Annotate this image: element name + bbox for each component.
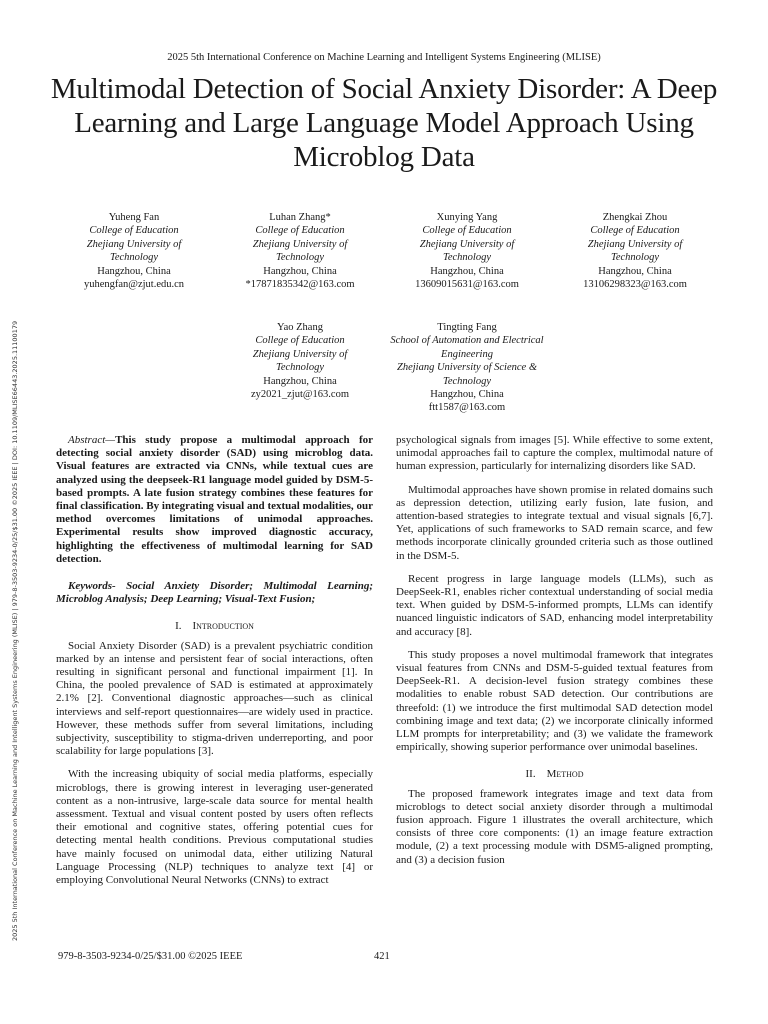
footer-isbn: 979-8-3503-9234-0/25/$31.00 ©2025 IEEE	[58, 951, 243, 962]
conference-header: 2025 5th International Conference on Machine Learning and Intelligent Systems Engineering (MLISE)	[167, 52, 601, 63]
abstract	[56, 434, 373, 566]
author-city: Hangzhou, China	[430, 389, 504, 401]
author-city: Hangzhou, China	[97, 265, 171, 277]
author-name: Tingting Fang	[437, 322, 497, 333]
paragraph: Recent progress in large language models (LLMs), such as DeepSeek-R1, enables richer contextual understanding of social media text. When guided by DSM-5-informed prompts, LLMs can identify nuanced linguistic indicators of SAD, enhancing model interpretability and accuracy [8].	[396, 572, 713, 638]
side-identifier: 2025 5th International Conference on Machine Learning and Intelligent Systems Engineering (MLISE) | 979-8-3503-9234-0/25/$31.00 ©2025 IEEE | DOI: 10.1109/MLISE66443.2025.11100179	[11, 320, 19, 941]
author-block	[385, 321, 549, 415]
paragraph: Multimodal approaches have shown promise in related domains such as depression detection, utilizing early fusion, late fusion, and attention-based strategies to integrate textual and visual signals [6,7]. Yet, applications of such frameworks to SAD remain scarce, and few methods incorporate clinically grounded criteria such as those outlined in the DSM-5.	[396, 483, 713, 562]
author-dept: College of Education	[89, 225, 179, 237]
paragraph: With the increasing ubiquity of social media platforms, especially microblogs, there is growing interest in leveraging user-generated content as a non-intrusive, large-scale data source for mental health assessment. Textual and visual content posted by users often reflects their emotional and cognitive states, offering potential cues for detecting mental health conditions. Previous computational studies have mainly focused on unimodal data, either utilizing Natural Language Processing (NLP) techniques to analyze text [4] or employing Convolutional Neural Networks (CNNs) to extract	[56, 768, 373, 887]
author-email: ftt1587@163.com	[428, 402, 506, 414]
author-email: 13106298323@163.com	[583, 279, 687, 291]
author-name: Yuheng Fan	[108, 212, 160, 223]
section-title: Introduction	[192, 620, 254, 633]
author-org: Zhejiang University of Technology	[419, 238, 515, 264]
author-city: Hangzhou, China	[598, 265, 672, 277]
author-block	[62, 211, 206, 291]
abstract-body: This study propose a multimodal approach for detecting social anxiety disorder (SAD) using microblog data. Visual features are extracted via CNNs, while textual cues are analyzed using the deepseek-R1 language model guided by DSM-5-based prompts. A late fusion strategy combines these features for final classification. By integrating visual and textual modalities, our method overcomes limitations of unimodal approaches. Experimental results show improved diagnostic accuracy, highlighting the effectiveness of multimodal learning for SAD detection.	[56, 434, 373, 565]
author-dept: College of Education	[255, 225, 345, 237]
page-number: 421	[374, 951, 390, 962]
author-email: 13609015631@163.com	[415, 279, 519, 291]
author-name: Xunying Yang	[436, 212, 498, 223]
author-block	[228, 211, 372, 291]
author-city: Hangzhou, China	[430, 265, 504, 277]
author-dept: College of Education	[255, 335, 345, 347]
author-block	[228, 321, 372, 401]
author-org: Zhejiang University of Technology	[86, 238, 182, 264]
section-number: I.	[175, 620, 182, 633]
author-email: *17871835342@163.com	[245, 279, 355, 291]
section-heading-method	[396, 768, 713, 781]
author-city: Hangzhou, China	[263, 265, 337, 277]
author-dept: College of Education	[590, 225, 680, 237]
right-column	[396, 434, 713, 867]
author-email: zy2021_zjut@163.com	[250, 389, 350, 401]
paragraph: The proposed framework integrates image and text data from microblogs to detect social anxiety disorder through a multimodal fusion approach. Figure 1 illustrates the overall architecture, which consists of three core components: (1) an image feature extraction module, (2) a text processing module with DSM5-aligned prompting, and (3) a decision fusion	[396, 787, 713, 866]
author-email: yuhengfan@zjut.edu.cn	[83, 279, 185, 291]
section-number: II.	[525, 768, 536, 781]
author-block	[395, 211, 539, 291]
author-org: Zhejiang University of Technology	[252, 348, 348, 374]
author-org: Zhejiang University of Technology	[587, 238, 683, 264]
paragraph: Social Anxiety Disorder (SAD) is a prevalent psychiatric condition marked by an intense and persistent fear of social interactions, often resulting in significant personal and functional impairment [1]. In China, the pooled prevalence of SAD is estimated at approximately 2.1% [2]. Conventional diagnostic approaches—such as clinical interviews and self-report questionnaires—are widely used in practice. However, these methods suffer from several limitations, including subjectivity, susceptibility to stigma-driven underreporting, and poor scalability for large populations [3].	[56, 639, 373, 758]
author-city: Hangzhou, China	[263, 375, 337, 387]
author-name: Luhan Zhang*	[269, 212, 331, 223]
author-block	[563, 211, 707, 291]
author-dept: College of Education	[422, 225, 512, 237]
section-title: Method	[546, 768, 584, 781]
section-heading-introduction	[56, 620, 373, 633]
author-name: Yao Zhang	[277, 322, 323, 333]
author-org: Zhejiang University of Science & Technology	[397, 362, 537, 387]
paragraph: This study proposes a novel multimodal framework that integrates visual features from CNNs and DSM-5-guided textual features from DeepSeek-R1. A decision-level fusion strategy combines these modalities to enable robust SAD detection. Our contributions are threefold: (1) we introduce the first multimodal SAD detection model combining image and text data; (2) we incorporate clinically informed LLM prompts for interpretability; and (3) we validate the framework empirically, showing superior performance over unimodal baselines.	[396, 648, 713, 754]
keywords: Keywords- Social Anxiety Disorder; Multimodal Learning; Microblog Analysis; Deep Learning; Visual-Text Fusion;	[56, 580, 373, 606]
author-org: Zhejiang University of Technology	[252, 238, 348, 264]
author-dept: School of Automation and Electrical Engineering	[390, 335, 544, 360]
abstract-lead: Abstract—	[68, 434, 116, 446]
paper-title: Multimodal Detection of Social Anxiety Disorder: A Deep Learning and Large Language Model Approach Using Microblog Data	[50, 73, 718, 173]
left-column	[56, 434, 373, 887]
paragraph: psychological signals from images [5]. While effective to some extent, unimodal approaches fail to capture the complex, multimodal nature of human expression, particularly for internalizing disorders like SAD.	[396, 434, 713, 473]
author-name: Zhengkai Zhou	[602, 212, 668, 223]
